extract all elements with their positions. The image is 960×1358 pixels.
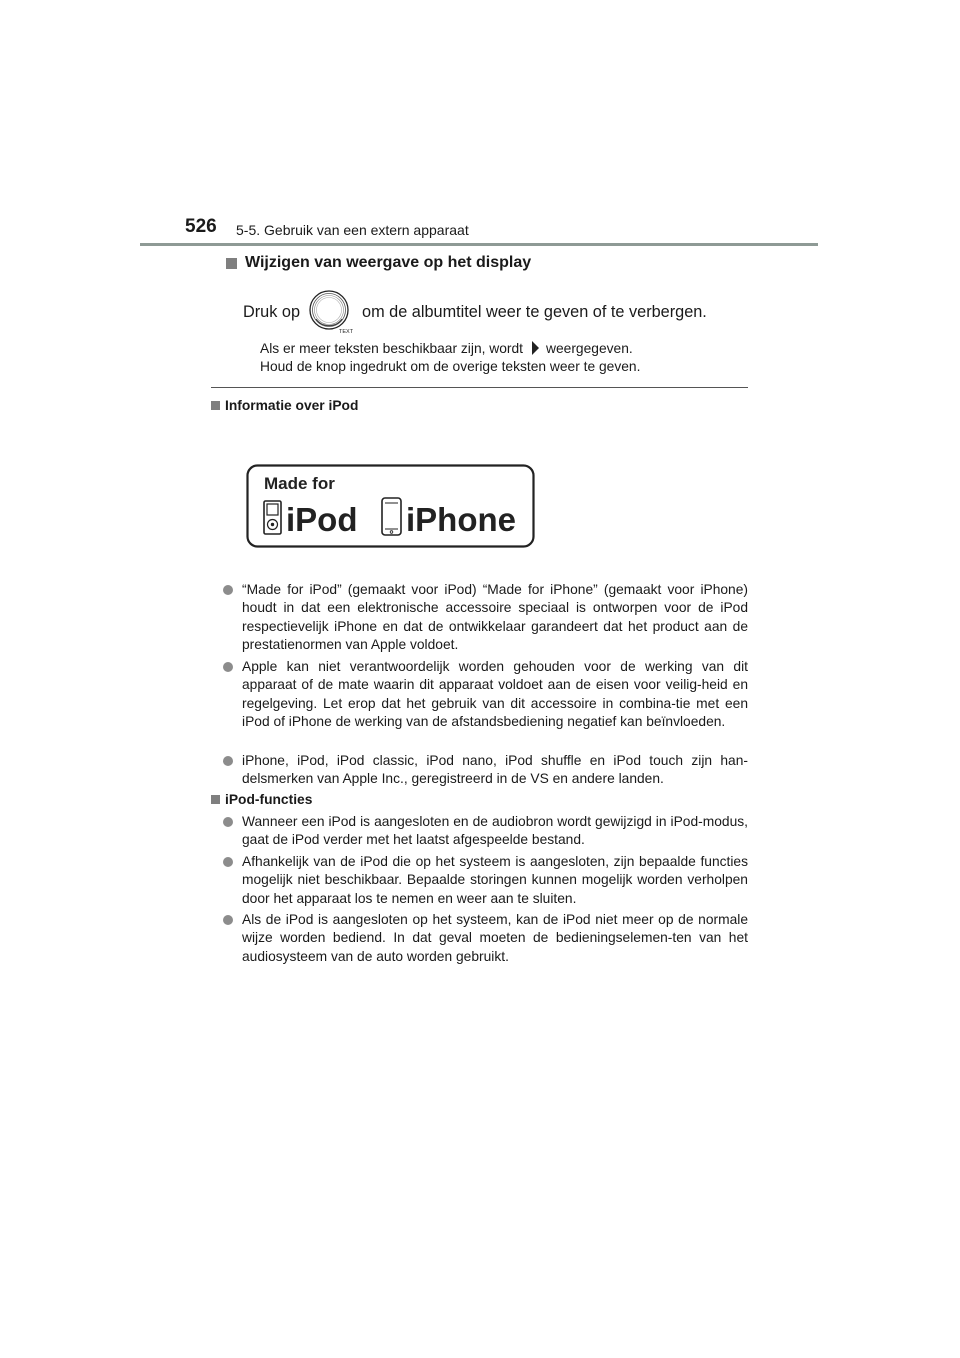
bullet-dot-icon	[223, 662, 233, 672]
note-line1-after: weergegeven.	[546, 341, 633, 356]
instruction	[243, 289, 707, 335]
ipod-functions-heading	[211, 792, 312, 807]
list-item-text: iPhone, iPod, iPod classic, iPod nano, iPod shuffle en iPod touch zijn han-delsmerken van Apple Inc., geregistreerd in de VS en andere landen.	[242, 753, 748, 787]
note-line-1	[260, 340, 640, 358]
square-icon	[211, 795, 220, 804]
logo-made-for: Made for	[264, 474, 335, 493]
bullet-dot-icon	[223, 585, 233, 595]
bullet-dot-icon	[223, 817, 233, 827]
text-knob-icon	[306, 289, 356, 335]
section-title	[226, 254, 531, 272]
list-item	[223, 658, 748, 732]
list-item-text: Als de iPod is aangesloten op het systeem, kan de iPod niet meer op de normale wijze worden bediend. In dat geval moeten de bedieningselemen-ten van het audiosysteem van de auto worden gebruikt.	[242, 912, 748, 964]
list-item	[223, 581, 748, 655]
bullet-dot-icon	[223, 857, 233, 867]
info-ipod-heading	[211, 398, 358, 413]
list-item-text: “Made for iPod” (gemaakt voor iPod) “Made for iPhone” (gemaakt voor iPhone) houdt in dat een elektronische accessoire speciaal is ontworpen voor de iPod respectievelijk iPhone en dat de ontwikkelaar garandeert dat het product aan de prestatienormen van Apple voldoet.	[242, 582, 748, 653]
header-rule	[140, 243, 818, 246]
list-item-text: Wanneer een iPod is aangesloten en de audiobron wordt gewijzigd in iPod-modus, gaat de iPod verder met het laatst afgespeelde bestand.	[242, 814, 748, 848]
instruction-after: om de albumtitel weer te geven of te verbergen.	[362, 302, 707, 321]
square-icon	[226, 258, 237, 269]
square-icon	[211, 401, 220, 410]
note	[260, 340, 640, 376]
list-item	[223, 853, 748, 908]
page-number: 526	[185, 216, 217, 237]
note-line-2: Houd de knop ingedrukt om de overige teksten weer te geven.	[260, 359, 641, 374]
list-item	[223, 752, 748, 789]
section-title-text: Wijzigen van weergave op het display	[245, 254, 532, 271]
note-line1-before: Als er meer teksten beschikbaar zijn, wordt	[260, 341, 524, 356]
made-for-ipod-iphone-logo	[246, 464, 535, 548]
knob-label: TEXT	[339, 329, 354, 335]
logo-ipod: iPod	[286, 501, 358, 538]
section-rule	[211, 387, 748, 388]
bullet-dot-icon	[223, 756, 233, 766]
instruction-before: Druk op	[243, 302, 301, 321]
list-item	[223, 813, 748, 850]
logo-iphone: iPhone	[406, 501, 517, 538]
chapter-title: 5-5. Gebruik van een extern apparaat	[236, 222, 469, 238]
right-arrow-icon	[531, 340, 540, 356]
list-item-text: Afhankelijk van de iPod die op het systeem is aangesloten, zijn bepaalde functies mogelijk niet beschikbaar. Bepaalde storingen kunnen mogelijk worden verholpen door het apparaat los te nemen en weer aan te sluiten.	[242, 854, 748, 906]
ipod-functions-heading-text: iPod-functies	[225, 792, 313, 807]
info-ipod-heading-text: Informatie over iPod	[225, 398, 359, 413]
list-item	[223, 911, 748, 966]
bullet-dot-icon	[223, 915, 233, 925]
list-item-text: Apple kan niet verantwoordelijk worden gehouden voor de werking van dit apparaat of de mate waarin dit apparaat voldoet aan de eisen voor veilig-heid en regelgeving. Let erop dat het gebruik van dit accessoire in combina-tie met een iPod of iPhone de werking van de afstandsbediening negatief kan beïnvloeden.	[242, 659, 748, 730]
